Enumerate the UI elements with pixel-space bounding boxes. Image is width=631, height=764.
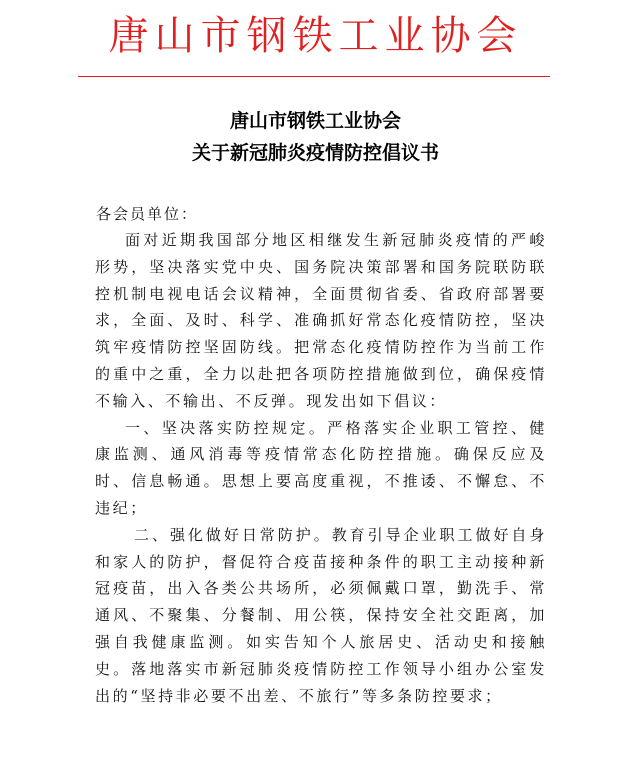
salutation: 各会员单位： <box>96 205 199 223</box>
letterhead-divider <box>78 76 550 77</box>
paragraph-item-1: 一、坚决落实防控规定。严格落实企业职工管控、健康监测、通风消毒等疫情常态化防控措施。确保反应及时、信息畅通。思想上要高度重视，不推诿、不懈怠、不违纪； <box>95 418 547 517</box>
paragraph-item-2: 二、强化做好日常防护。教育引导企业职工做好自身和家人的防护，督促符合疫苗接种条件的职工主动接种新冠疫苗，出入各类公共场所，必须佩戴口罩，勤洗手、常通风、不聚集、分餐制、用公筷，保持安全社交距离，加强自我健康监测。如实告知个人旅居史、活动史和接触史。落地落实市新冠肺炎疫情防控工作领导小组办公室发出的“坚持非必要不出差、不旅行”等多条防控要求； <box>95 525 547 705</box>
document-title-line1: 唐山市钢铁工业协会 <box>229 110 401 132</box>
document-title-line2: 关于新冠肺炎疫情防控倡议书 <box>191 142 439 164</box>
paragraph-intro: 面对近期我国部分地区相继发生新冠肺炎疫情的严峻形势，坚决落实党中央、国务院决策部署和国务院联防联控机制电视电话会议精神，全面贯彻省委、省政府部署要求，全面、及时、科学、准确抓好常态化疫情防控，坚决筑牢疫情防控坚固防线。把常态化疫情防控作为当前工作的重中之重，全力以赴把各项防控措施做到位，确保疫情不输入、不输出、不反弹。现发出如下倡议： <box>95 231 547 410</box>
letterhead-org-name: 唐山市钢铁工业协会 <box>108 13 523 59</box>
document-body <box>95 227 547 709</box>
